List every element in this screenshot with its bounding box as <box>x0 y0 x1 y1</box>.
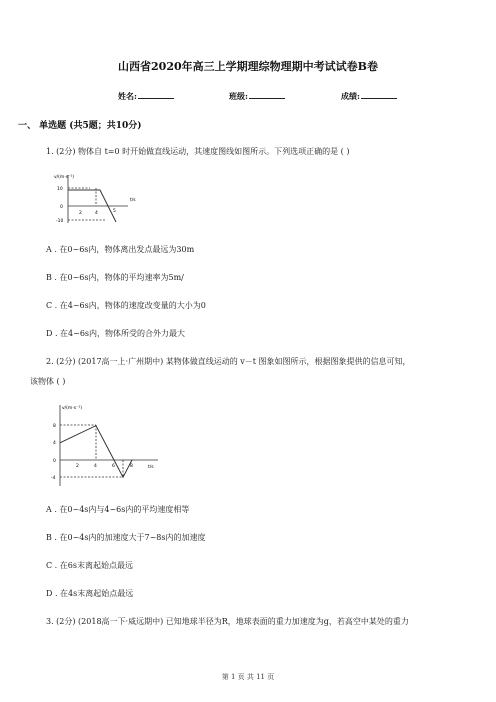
page-footer: 第 1 页 共 11 页 <box>221 673 275 681</box>
q1-ytick-10: 10 <box>57 187 63 192</box>
q2-xtick-8: 8 <box>130 464 133 469</box>
q1-ytick-0: 0 <box>60 205 63 210</box>
page-title: 山西省2020年高三上学期理综物理期中考试试卷B卷 <box>118 60 378 73</box>
question-2-option-c: C . 在6s末离起始点最远 <box>46 561 133 570</box>
section-heading: 一、 单选题 (共5题；共10分) <box>18 121 142 131</box>
q2-ytick-4: 4 <box>53 441 56 446</box>
q1-xlabel: t/s <box>130 198 136 203</box>
name-field <box>118 90 174 102</box>
question-2-option-b: B . 在0~4s内的加速度大于7~8s内的加速度 <box>46 533 206 542</box>
q2-ylabel: v/(m·s⁻¹) <box>62 406 83 411</box>
score-label: 成绩: <box>341 91 360 101</box>
class-blank <box>249 90 285 99</box>
q1-xtick-2: 2 <box>79 211 82 216</box>
question-1-stem: 1. (2分) 物体自 t=0 时开始做直线运动，其速度图线如图所示。下列选项正确的是 ( ) <box>46 147 350 156</box>
q2-xlabel: t/s <box>148 465 154 470</box>
q2-xtick-4: 4 <box>94 464 97 469</box>
question-3-stem: 3. (2分) (2018高一下·威远期中) 已知地球半径为R，地球表面的重力加速度为g，若高空中某处的重力 <box>46 617 409 626</box>
q2-ytick-neg4: -4 <box>51 476 56 481</box>
question-1-option-c: C . 在4~6s内，物体的速度改变量的大小为0 <box>46 301 206 310</box>
q2-ytick-8: 8 <box>53 424 56 429</box>
name-label: 姓名: <box>118 91 137 101</box>
q1-ylabel: v/(m·s⁻¹) <box>54 175 75 180</box>
question-1-chart <box>54 170 144 228</box>
question-2-option-a: A . 在0~4s内与4~6s内的平均速度相等 <box>46 505 190 514</box>
class-label: 班级: <box>229 91 248 101</box>
q2-xtick-6: 6 <box>112 464 115 469</box>
question-2-stem-cont: 该物体 ( ) <box>30 377 66 386</box>
score-blank <box>361 90 397 99</box>
q1-ytick-neg10: -10 <box>56 219 64 224</box>
q2-ytick-0: 0 <box>53 459 56 464</box>
q1-xtick-5: 5 <box>113 209 116 214</box>
q2-xtick-2: 2 <box>76 464 79 469</box>
question-2-option-d: D . 在4s末离起始点最远 <box>46 589 134 598</box>
question-1-option-a: A . 在0~6s内，物体离出发点最远为30m <box>46 245 195 254</box>
score-field <box>341 90 397 102</box>
question-2-chart <box>50 400 162 490</box>
q1-xtick-4: 4 <box>95 211 98 216</box>
name-blank <box>138 90 174 99</box>
question-1-option-d: D . 在4~6s内，物体所受的合外力最大 <box>46 329 186 338</box>
class-field <box>229 90 285 102</box>
question-1-option-b: B . 在0~6s内，物体的平均速率为5m/ <box>46 273 184 282</box>
question-2-stem: 2. (2分) (2017高一上·广州期中) 某物体做直线运动的 v－t 图象如图所示，根据图象提供的信息可知， <box>46 357 411 366</box>
